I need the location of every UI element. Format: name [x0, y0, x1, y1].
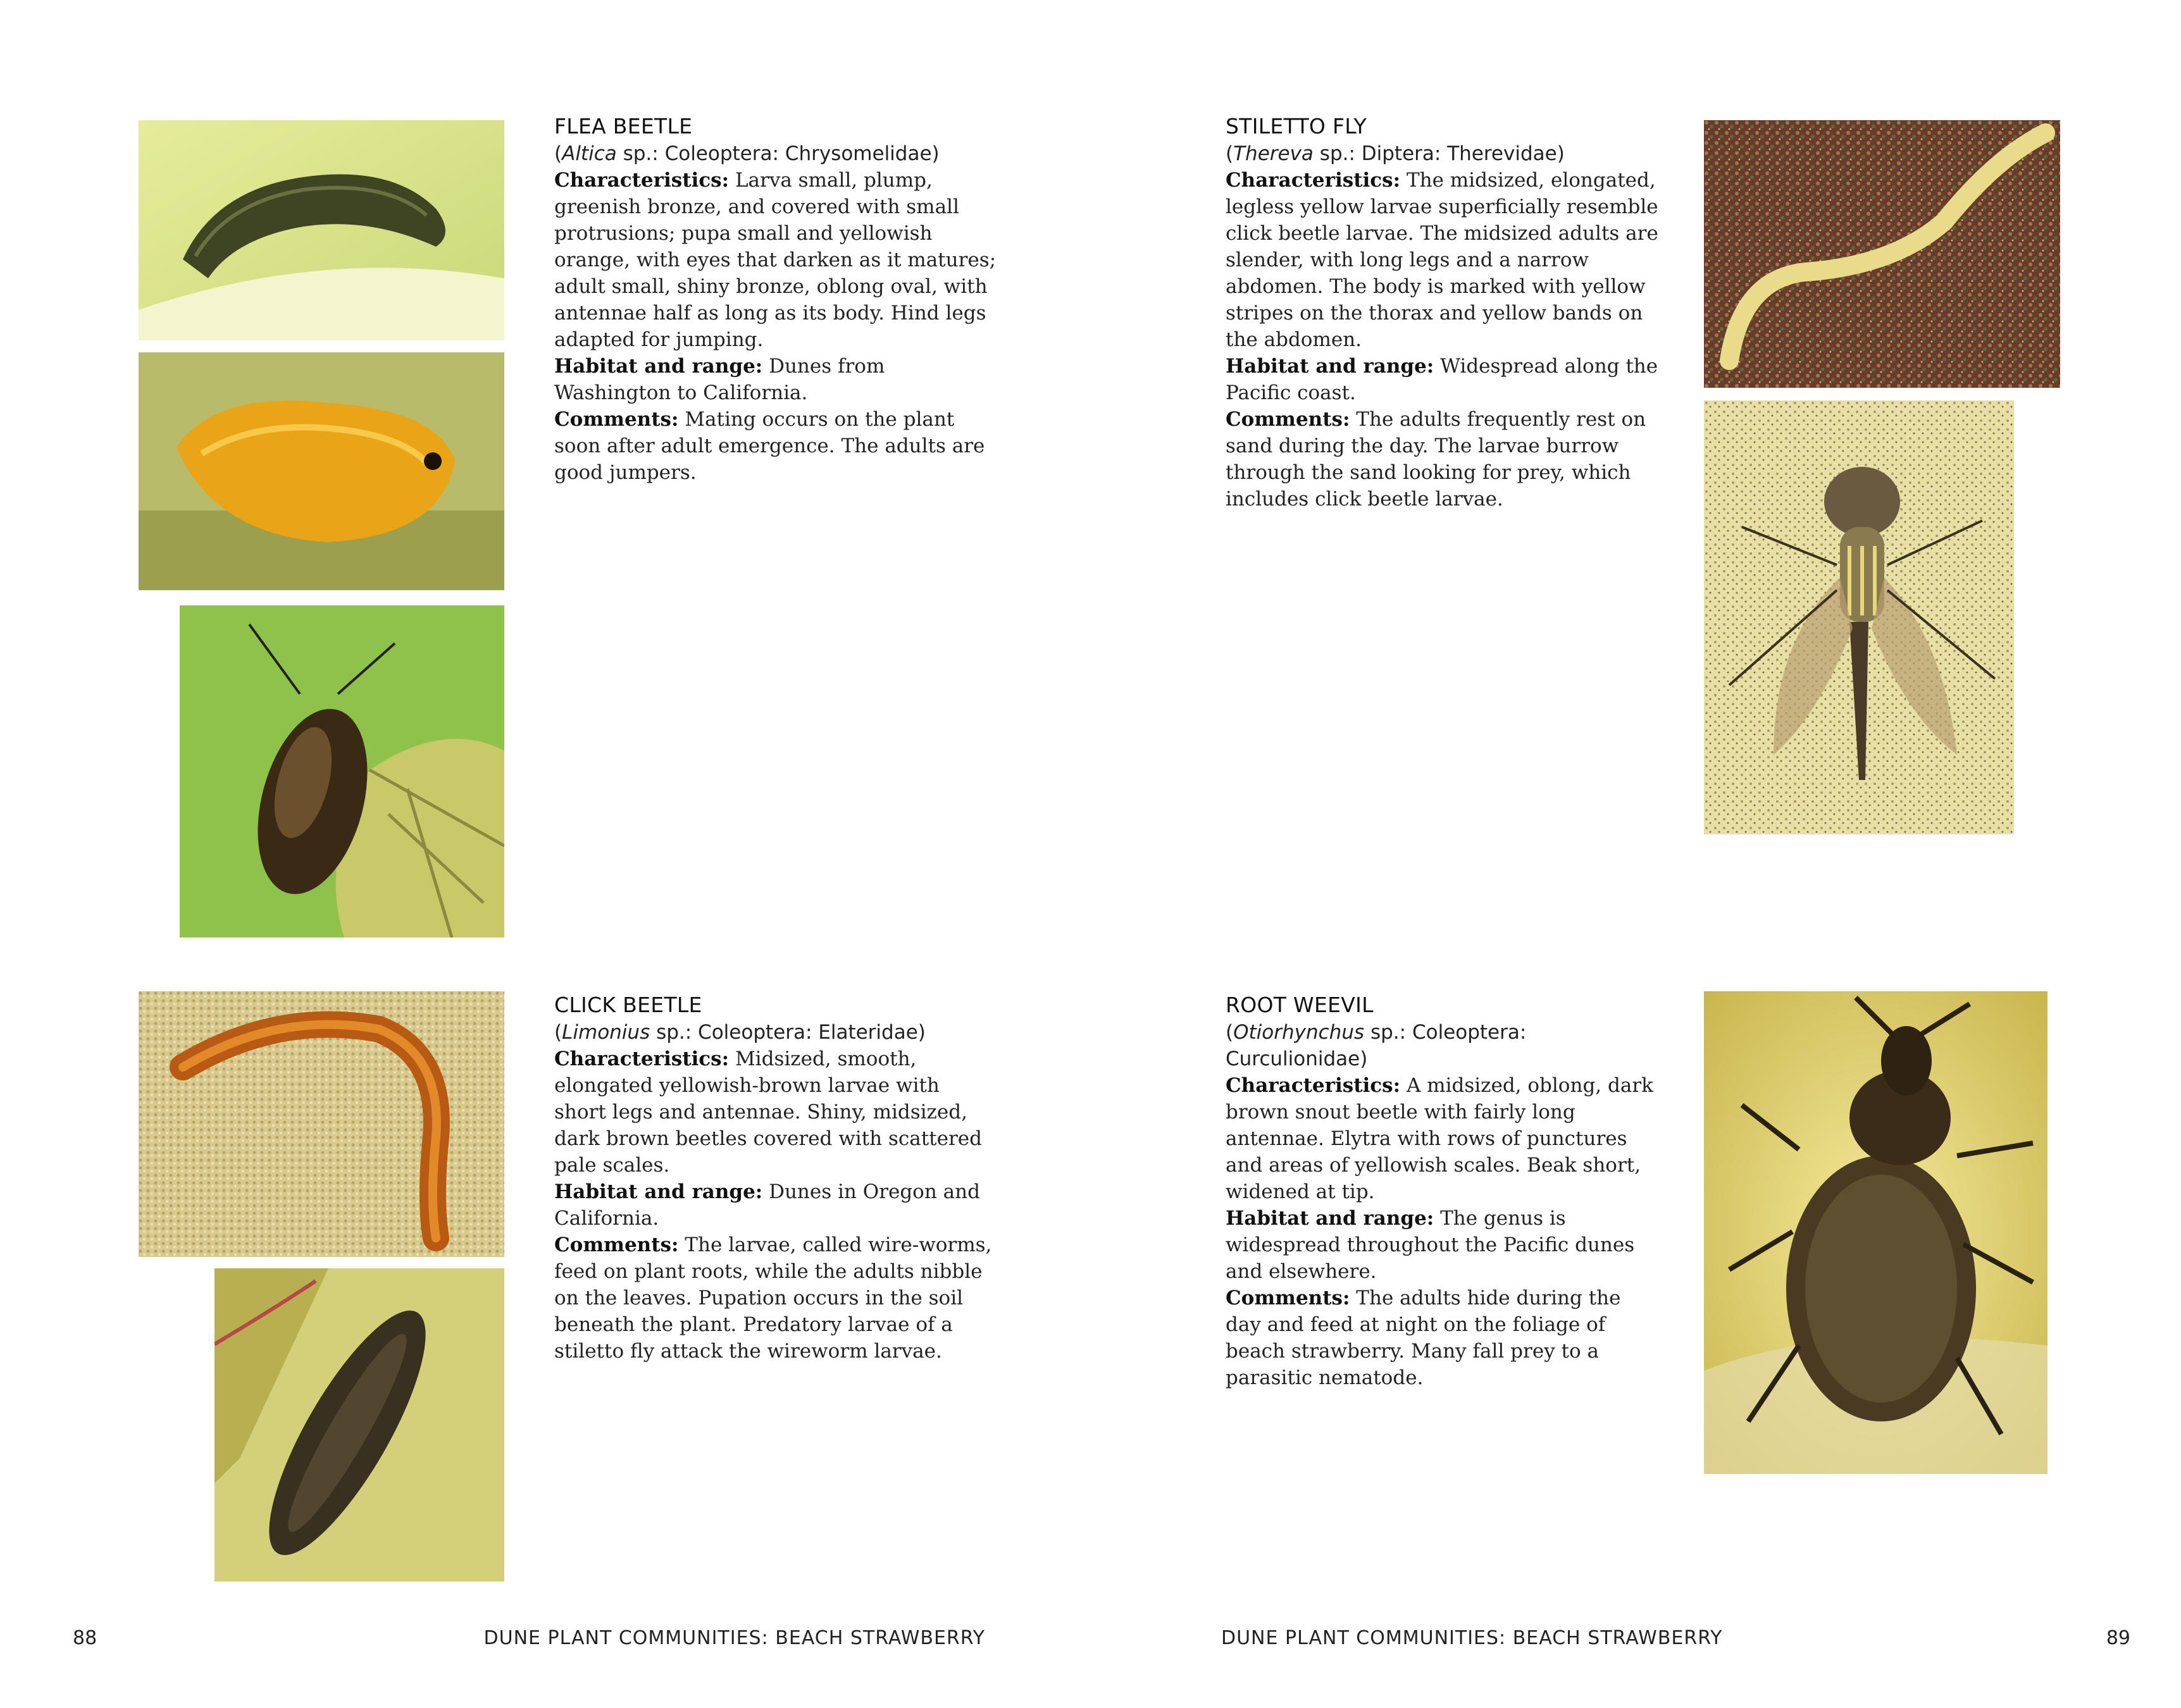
characteristics-label: Characteristics:	[554, 1048, 730, 1070]
habitat-text: Widespread along the Pacific coast.	[1226, 355, 1658, 404]
comments-label: Comments:	[1226, 1287, 1350, 1309]
root-weevil-entry	[1226, 991, 1656, 1391]
comments-paragraph	[1226, 406, 1668, 512]
comments-label: Comments:	[554, 1234, 679, 1256]
entry-title: STILETTO FLY	[1226, 114, 1367, 139]
characteristics-text: The midsized, elongated, legless yellow larvae superficially resemble click beetle larvae. The midsized adults are slender, with long legs and a narrow abdomen. The body is marked with yellow stripes on the thorax and yellow bands on the abdomen.	[1226, 169, 1658, 351]
habitat-label: Habitat and range:	[554, 355, 763, 378]
root-weevil-photo	[1704, 991, 2047, 1474]
flea-beetle-larva-photo	[139, 120, 504, 340]
habitat-label: Habitat and range:	[1226, 1207, 1434, 1230]
click-beetle-adult-photo	[214, 1268, 504, 1581]
left-page-number: 88	[73, 1627, 97, 1649]
flea-beetle-adult-photo	[180, 605, 504, 938]
stiletto-fly-entry	[1226, 113, 1668, 512]
comments-text: Mating occurs on the plant soon after adult emergence. The adults are good jumpers.	[554, 408, 985, 484]
taxon-rest: sp.: Diptera: Therevidae)	[1313, 142, 1565, 165]
characteristics-text: Midsized, smooth, elongated yellowish-brown larvae with short legs and antennae. Shiny, midsized, dark brown beetles covered with scattered pale scales.	[554, 1048, 982, 1177]
characteristics-text: Larva small, plump, greenish bronze, and covered with small protrusions; pupa small and yellowish orange, with eyes that darken as it matures; adult small, shiny bronze, oblong oval, with antennae half as long as its body. Hind legs adapted for jumping.	[554, 169, 997, 351]
genus-name: Thereva	[1233, 142, 1314, 165]
habitat-paragraph	[554, 1179, 997, 1232]
genus-name: Otiorhynchus	[1233, 1021, 1365, 1044]
habitat-text: Dunes in Oregon and California.	[554, 1180, 980, 1230]
click-beetle-entry	[554, 991, 997, 1365]
click-beetle-larva-photo	[139, 991, 504, 1257]
flea-beetle-pupa-photo	[139, 352, 504, 590]
right-page-number: 89	[2106, 1627, 2130, 1649]
entry-title: CLICK BEETLE	[554, 993, 702, 1017]
genus-name: Altica	[562, 142, 617, 165]
entry-taxonomy: (Limonius sp.: Coleoptera: Elateridae)	[554, 1021, 926, 1044]
stiletto-fly-adult-photo	[1704, 400, 2014, 834]
flea-beetle-entry	[554, 113, 997, 486]
stiletto-fly-larva-photo	[1704, 120, 2060, 388]
habitat-text: The genus is widespread throughout the Pacific dunes and elsewhere.	[1226, 1207, 1635, 1283]
habitat-text: Dunes from Washington to California.	[554, 355, 885, 404]
entry-taxonomy: (Thereva sp.: Diptera: Therevidae)	[1226, 142, 1565, 165]
comments-text: The adults hide during the day and feed at night on the foliage of beach strawberry. Many fall prey to a parasitic nematode.	[1226, 1287, 1621, 1389]
characteristics-paragraph	[1226, 1072, 1656, 1205]
characteristics-paragraph	[554, 1046, 997, 1179]
comments-label: Comments:	[554, 408, 679, 431]
comments-paragraph	[554, 1232, 997, 1365]
characteristics-label: Characteristics:	[554, 169, 730, 192]
entry-taxonomy: (Altica sp.: Coleoptera: Chrysomelidae)	[554, 142, 940, 165]
comments-paragraph	[1226, 1285, 1656, 1391]
habitat-label: Habitat and range:	[554, 1180, 763, 1203]
characteristics-paragraph	[554, 167, 997, 353]
right-running-head: DUNE PLANT COMMUNITIES: BEACH STRAWBERRY	[1221, 1627, 1723, 1649]
genus-name: Limonius	[562, 1021, 650, 1044]
entry-title: ROOT WEEVIL	[1226, 993, 1374, 1017]
characteristics-label: Characteristics:	[1226, 169, 1401, 192]
characteristics-paragraph	[1226, 167, 1668, 353]
habitat-paragraph	[554, 353, 997, 406]
characteristics-label: Characteristics:	[1226, 1074, 1401, 1097]
taxon-rest: sp.: Coleoptera: Chrysomelidae)	[616, 142, 940, 165]
habitat-label: Habitat and range:	[1226, 355, 1434, 378]
comments-text: The adults frequently rest on sand during the day. The larvae burrow through the sand looking for prey, which includes click beetle larvae.	[1226, 408, 1646, 511]
comments-paragraph	[554, 406, 997, 486]
entry-title: FLEA BEETLE	[554, 114, 693, 139]
comments-text: The larvae, called wire-worms, feed on plant roots, while the adults nibble on the leaves. Pupation occurs in the soil beneath the plant. Predatory larvae of a stiletto fly attack the wireworm larvae.	[554, 1234, 992, 1363]
left-running-head: DUNE PLANT COMMUNITIES: BEACH STRAWBERRY	[483, 1627, 985, 1649]
comments-label: Comments:	[1226, 408, 1350, 431]
habitat-paragraph	[1226, 1205, 1656, 1285]
taxon-rest: sp.: Coleoptera: Elateridae)	[650, 1021, 926, 1044]
entry-taxonomy: (Otiorhynchus sp.: Coleoptera: Curculionidae)	[1226, 1021, 1527, 1070]
taxon-rest: sp.: Coleoptera: Curculionidae)	[1226, 1021, 1527, 1070]
habitat-paragraph	[1226, 353, 1668, 406]
characteristics-text: A midsized, oblong, dark brown snout beetle with fairly long antennae. Elytra with rows of punctures and areas of yellowish scales. Beak short, widened at tip.	[1226, 1074, 1653, 1203]
